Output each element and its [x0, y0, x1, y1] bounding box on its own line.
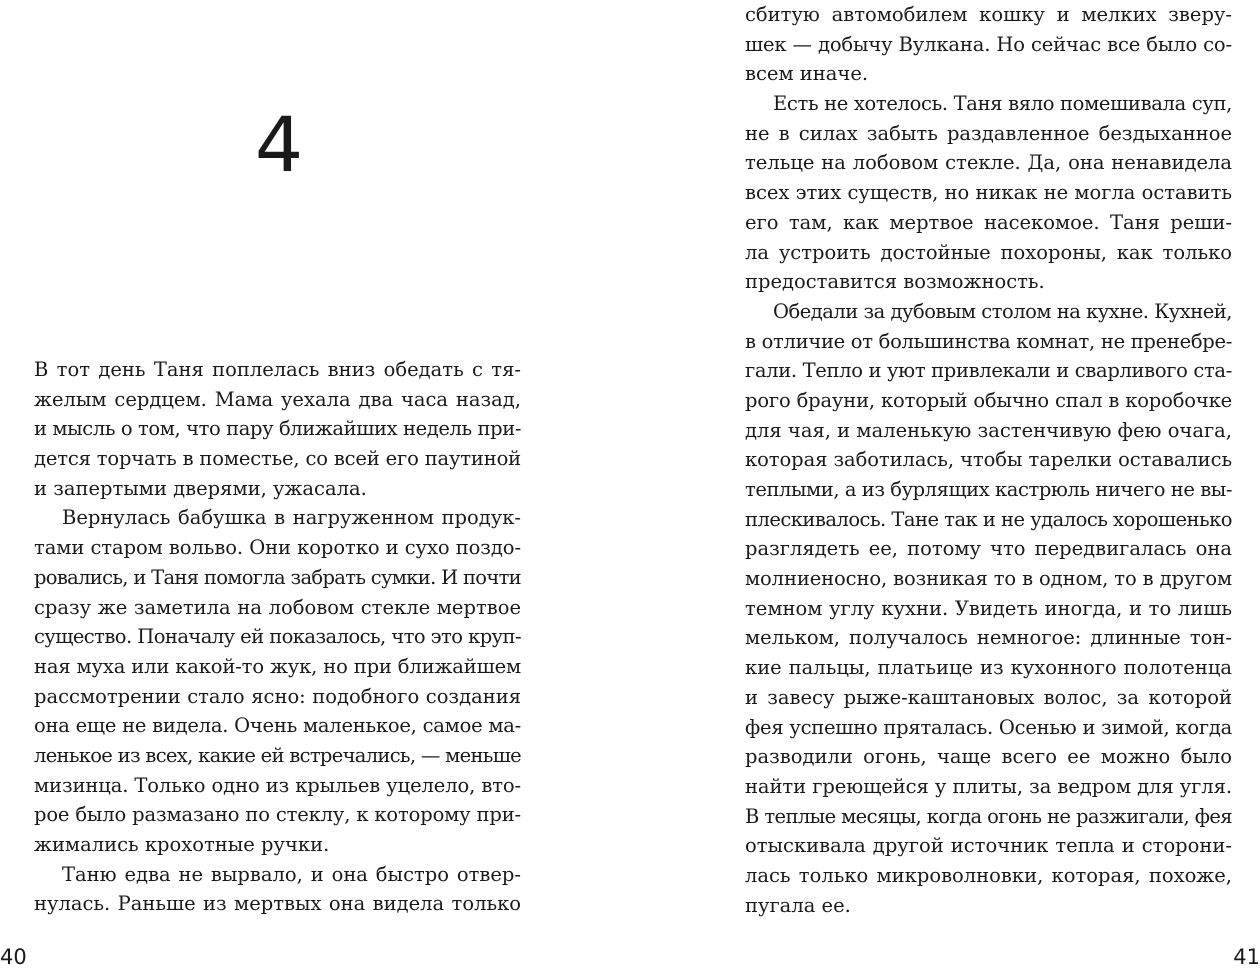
- text-line: жимались крохотные ручки.: [34, 833, 330, 856]
- text-line: дется торчать в поместье, со всей его паутиной: [34, 447, 521, 471]
- text-line: желым сердцем. Мама уехала два часа назад,: [34, 387, 521, 411]
- text-line: ная муха или какой-то жук, но при ближайшем: [34, 654, 521, 678]
- text-line: всех этих существ, но никак не могла оставить: [745, 181, 1232, 205]
- page-number-left: 40: [0, 945, 27, 969]
- text-line: она еще не видела. Очень маленькое, самое ма-: [34, 714, 522, 738]
- text-line: всем иначе.: [745, 62, 869, 86]
- text-line: найти греющейся у плиты, за ведром для угля.: [745, 774, 1232, 798]
- text-line: В теплые месяцы, когда огонь не разжигали, фея: [745, 804, 1233, 828]
- text-line: его там, как мертвое насекомое. Таня реши-: [745, 210, 1232, 234]
- text-line: и завесу рыже-каштановых волос, за которой: [745, 685, 1232, 709]
- text-line: сбитую автомобилем кошку и мелких зверу-: [745, 3, 1232, 26]
- text-line: Обедали за дубовым столом на кухне. Кухней,: [773, 299, 1233, 323]
- text-line: плескивалось. Тане так и не удалось хорошенько: [745, 507, 1233, 531]
- text-line: сразу же заметила на лобовом стекле мертвое: [34, 595, 521, 619]
- text-line: лась только микроволновки, которая, похоже,: [745, 863, 1232, 887]
- text-line: в отличие от большинства комнат, не пренебре-: [745, 329, 1233, 353]
- text-line: фея успешно пряталась. Осенью и зимой, когда: [745, 715, 1232, 739]
- text-line: не в силах забыть раздавленное бездыханное: [745, 121, 1232, 145]
- text-line: ровались, и Таня помогла забрать сумки. И почти: [34, 565, 521, 589]
- text-line: Вернулась бабушка в нагруженном продук-: [62, 506, 521, 530]
- text-line: предоставится возможность.: [745, 270, 1045, 294]
- left-page-text: [34, 355, 521, 919]
- text-line: и запертыми дверями, ужасала.: [34, 476, 367, 500]
- text-line: нулась. Раньше из мертвых она видела только: [34, 892, 521, 916]
- text-line: разводили огонь, чаще всего ее можно было: [745, 745, 1232, 769]
- text-line: Таню едва не вырвало, и она быстро отвер-: [62, 862, 521, 886]
- text-line: и мысль о том, что пару ближайших недель при-: [34, 417, 522, 441]
- text-line: мизинца. Только одно из крыльев уцелело, вто-: [34, 773, 521, 797]
- text-line: молниеносно, возникая то в одном, то в другом: [745, 567, 1233, 591]
- text-line: тельце на лобовом стекле. Да, она ненавидела: [745, 151, 1232, 175]
- page-number-right: 41: [1233, 945, 1260, 969]
- right-page: [630, 0, 1260, 973]
- text-line: темном углу кухни. Увидеть иногда, и то лишь: [745, 596, 1232, 620]
- text-line: тами старом вольво. Они коротко и сухо поздо-: [34, 536, 521, 560]
- text-line: которая заботилась, чтобы тарелки оставались: [745, 448, 1232, 472]
- text-line: В тот день Таня поплелась вниз обедать с тя-: [34, 358, 521, 381]
- text-line: ленькое из всех, какие ей встречались, — меньше: [34, 743, 522, 767]
- text-line: рассмотрении стало ясно: подобного создания: [34, 684, 521, 708]
- text-line: шек — добычу Вулкана. Но сейчас все было со-: [745, 32, 1232, 56]
- text-line: рое было размазано по стеклу, к которому при-: [34, 803, 521, 827]
- text-line: теплыми, а из бурлящих кастрюль ничего не вы-: [745, 478, 1232, 501]
- text-line: существо. Поначалу ей показалось, что это круп-: [34, 625, 521, 649]
- text-line: рого брауни, который обычно спал в коробочке: [745, 388, 1232, 412]
- text-line: разглядеть ее, потому что передвигалась она: [745, 537, 1232, 561]
- text-line: Есть не хотелось. Таня вяло помешивала суп,: [773, 92, 1232, 116]
- right-page-text: [745, 0, 1232, 920]
- text-line: для чая, и маленькую застенчивую фею очага,: [745, 418, 1232, 442]
- text-line: ла устроить достойные похороны, как только: [745, 240, 1232, 264]
- text-line: мельком, получалось немногое: длинные тон-: [745, 626, 1232, 650]
- chapter-number: 4: [254, 100, 302, 189]
- text-line: отыскивала другой источник тепла и сторони-: [745, 834, 1232, 858]
- text-line: кие пальцы, платьице из кухонного полотенца: [745, 656, 1232, 680]
- text-line: пугала ее.: [745, 893, 851, 917]
- text-line: гали. Тепло и уют привлекали и сварливого ста-: [745, 359, 1232, 383]
